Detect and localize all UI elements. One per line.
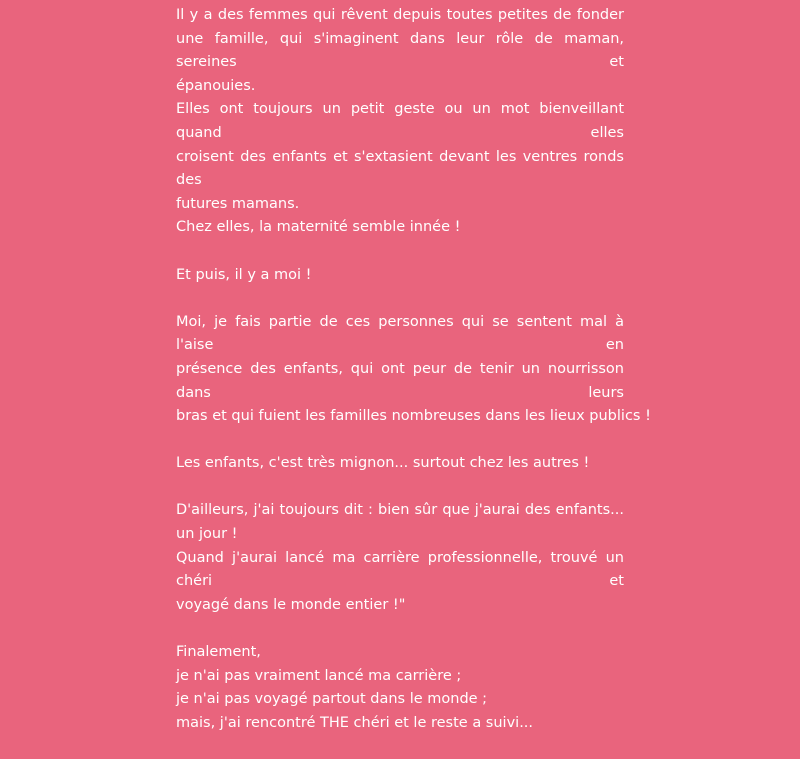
text-line: croisent des enfants et s'extasient devant les ventres ronds des — [176, 148, 624, 189]
text-line: un jour ! — [176, 526, 238, 543]
text-line: épanouies. — [176, 77, 256, 94]
text-line: une famille, qui s'imaginent dans leur rôle de maman, sereines et — [176, 30, 624, 71]
text-line: Elles ont toujours un petit geste ou un mot bienveillant quand elles — [176, 101, 624, 141]
paragraph-3 — [176, 311, 651, 429]
text-line: Les enfants, c'est très mignon... surtout chez les autres ! — [176, 455, 590, 472]
text-line: Et puis, il y a moi ! — [176, 266, 312, 283]
paragraph-4 — [176, 452, 624, 476]
text-line: je n'ai pas vraiment lancé ma carrière ; — [176, 667, 462, 684]
text-line: D'ailleurs, j'ai toujours dit : bien sûr que j'aurai des enfants... — [176, 502, 624, 519]
paragraph-6 — [176, 641, 624, 735]
text-line: futures mamans. — [176, 195, 300, 212]
text-line: Il y a des femmes qui rêvent depuis toutes petites de fonder — [176, 7, 624, 23]
text-line: voyagé dans le monde entier !" — [176, 596, 406, 613]
text-line: Quand j'aurai lancé ma carrière professionnelle, trouvé un chéri et — [176, 549, 624, 590]
text-line: Chez elles, la maternité semble innée ! — [176, 219, 461, 236]
paragraph-2 — [176, 264, 624, 288]
text-block — [176, 4, 651, 759]
text-line: Finalement, — [176, 644, 261, 661]
paragraph-1 — [176, 4, 624, 240]
text-line: je n'ai pas voyagé partout dans le monde ; — [176, 691, 488, 708]
text-line: mais, j'ai rencontré THE chéri et le reste a suivi... — [176, 714, 534, 731]
text-line: bras et qui fuient les familles nombreuses dans les lieux publics ! — [176, 408, 651, 425]
text-line: présence des enfants, qui ont peur de tenir un nourrisson dans leurs — [176, 360, 624, 401]
text-line: Moi, je fais partie de ces personnes qui se sentent mal à l'aise en — [176, 313, 624, 354]
